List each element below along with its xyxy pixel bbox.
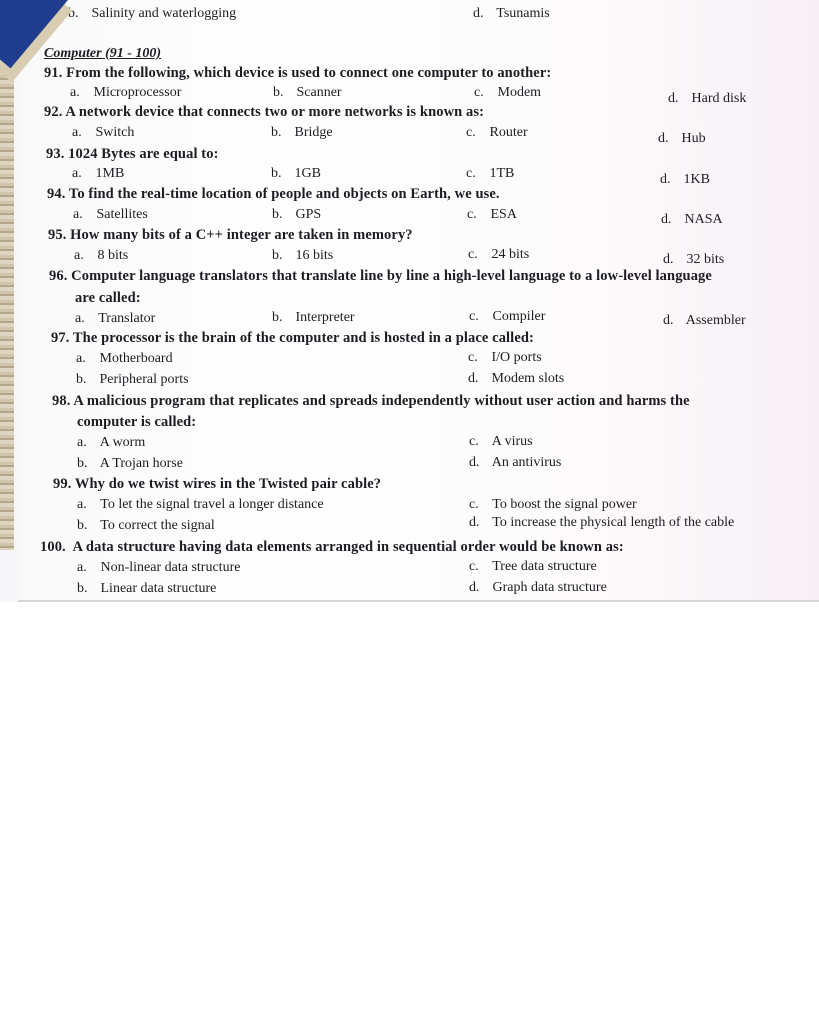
q91-option-b: b. Scanner [273, 85, 342, 100]
prev-option-d: d. Tsunamis [473, 6, 550, 21]
q93-option-c: c. 1TB [466, 166, 515, 181]
question-99: 99. Why do we twist wires in the Twisted pair cable? [53, 476, 382, 492]
q98-option-c: c. A virus [469, 434, 533, 449]
q94-option-c: c. ESA [467, 207, 517, 222]
q94-option-d: d. NASA [661, 212, 723, 227]
q94-option-a: a. Satellites [73, 207, 148, 222]
q97-option-c: c. I/O ports [468, 350, 542, 365]
q98-option-a: a. A worm [77, 435, 146, 450]
question-93: 93. 1024 Bytes are equal to: [46, 146, 219, 162]
q99-option-b: b. To correct the signal [77, 518, 215, 533]
exam-paper [18, 0, 819, 602]
q91-option-d: d. Hard disk [668, 91, 747, 106]
q100-option-c: c. Tree data structure [469, 559, 597, 574]
q96-option-c: c. Compiler [469, 309, 546, 324]
q93-option-d: d. 1KB [660, 172, 710, 187]
q92-option-c: c. Router [466, 125, 528, 140]
q97-option-a: a. Motherboard [76, 351, 173, 366]
question-95: 95. How many bits of a C++ integer are taken in memory? [48, 227, 413, 243]
q95-option-b: b. 16 bits [272, 248, 334, 263]
question-92: 92. A network device that connects two or more networks is known as: [44, 104, 485, 120]
q96-option-b: b. Interpreter [272, 310, 355, 325]
question-94: 94. To find the real-time location of people and objects on Earth, we use. [47, 186, 500, 202]
q96-option-d: d. Assembler [663, 313, 746, 328]
question-91: 91. From the following, which device is used to connect one computer to another: [44, 65, 552, 81]
q91-option-a: a. Microprocessor [70, 85, 182, 100]
question-98-continued: computer is called: [77, 414, 197, 430]
question-97: 97. The processor is the brain of the computer and is hosted in a place called: [51, 330, 534, 346]
q97-option-d: d. Modem slots [468, 371, 565, 386]
q98-option-d: d. An antivirus [469, 455, 562, 470]
q91-option-c: c. Modem [474, 85, 542, 100]
q95-option-c: c. 24 bits [468, 247, 530, 262]
q92-option-a: a. Switch [72, 125, 135, 140]
question-98: 98. A malicious program that replicates and spreads independently without user action and harms the [52, 393, 690, 409]
q95-option-d: d. 32 bits [663, 252, 725, 267]
q93-option-b: b. 1GB [271, 166, 321, 181]
question-100: 100. A data structure having data elements arranged in sequential order would be known as: [40, 539, 624, 555]
q94-option-b: b. GPS [272, 207, 322, 222]
q97-option-b: b. Peripheral ports [76, 372, 189, 387]
q96-option-a: a. Translator [75, 311, 156, 326]
q99-option-c: c. To boost the signal power [469, 497, 637, 512]
q99-option-d: d. To increase the physical length of the cable [469, 515, 735, 530]
question-96: 96. Computer language translators that translate line by line a high-level language to a low-level language [49, 268, 712, 284]
q93-option-a: a. 1MB [72, 166, 125, 181]
q100-option-b: b. Linear data structure [77, 581, 217, 596]
fabric-edge [0, 30, 14, 550]
question-96-continued: are called: [75, 290, 141, 306]
q98-option-b: b. A Trojan horse [77, 456, 183, 471]
q92-option-d: d. Hub [658, 131, 706, 146]
prev-option-b: b. Salinity and waterlogging [68, 6, 237, 21]
section-title: Computer (91 - 100) [44, 46, 162, 61]
q100-option-d: d. Graph data structure [469, 580, 607, 595]
q95-option-a: a. 8 bits [74, 248, 129, 263]
q99-option-a: a. To let the signal travel a longer distance [77, 497, 324, 512]
q100-option-a: a. Non-linear data structure [77, 560, 241, 575]
q92-option-b: b. Bridge [271, 125, 333, 140]
